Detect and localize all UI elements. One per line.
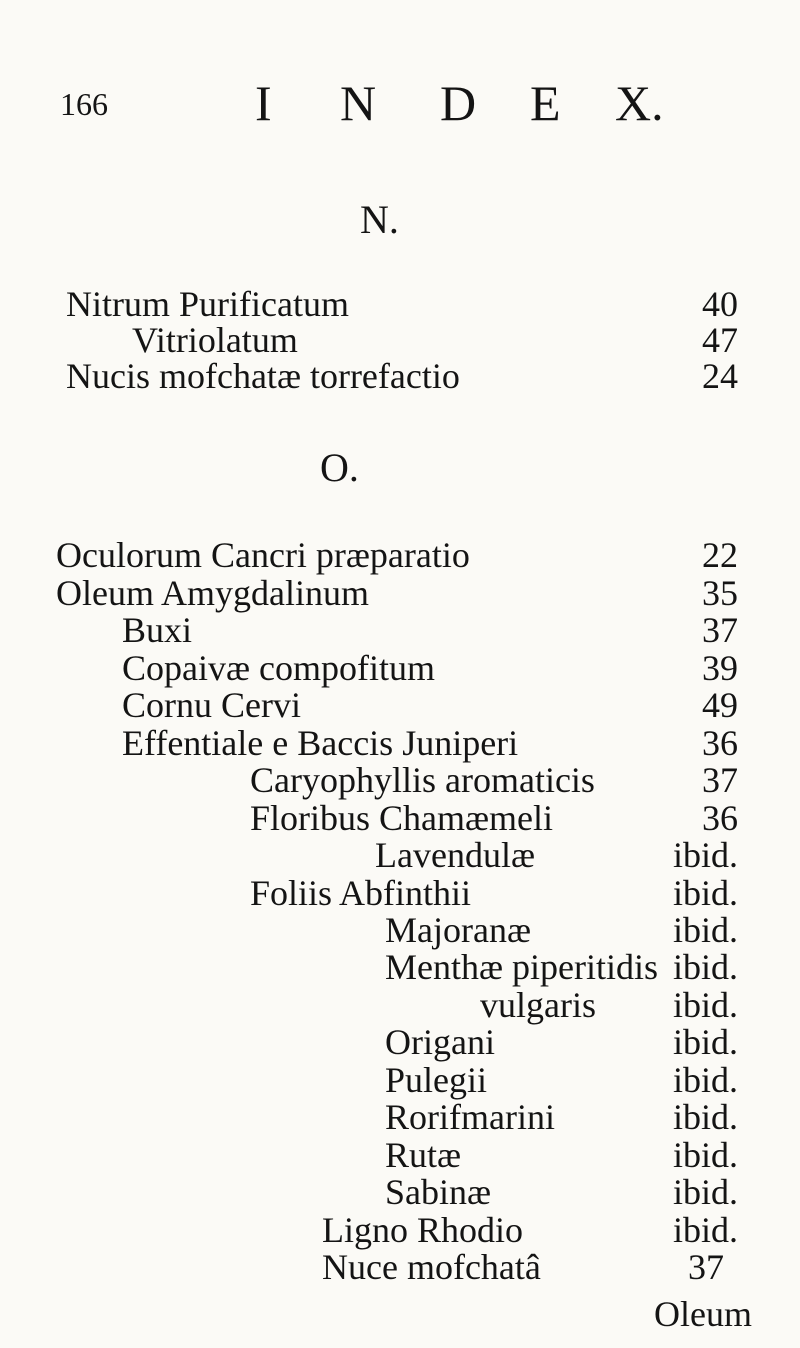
entry-page: ibid.: [672, 1172, 738, 1212]
index-entry: Effentiale e Baccis Juniperi: [122, 723, 519, 763]
index-entry: Oleum Amygdalinum: [56, 573, 369, 613]
index-entry: Sabinæ: [385, 1172, 492, 1212]
index-entry: Nucis mofchatæ torrefactio: [66, 356, 460, 396]
page-number: 166: [60, 86, 108, 122]
entry-page: ibid.: [672, 1097, 738, 1137]
entry-page: 36: [702, 798, 738, 838]
entry-page: 47: [702, 320, 738, 360]
index-entry: Buxi: [122, 610, 193, 650]
index-entry: Vitriolatum: [132, 320, 298, 360]
index-entry: Oculorum Cancri præparatio: [56, 535, 470, 575]
index-entry: Lavendulæ: [375, 835, 535, 875]
index-entry: Nitrum Purificatum: [66, 284, 349, 324]
entry-page: 49: [702, 685, 738, 725]
header-letter-4: E: [530, 75, 561, 131]
entry-page: 39: [702, 648, 738, 688]
index-entry: Floribus Chamæmeli: [250, 798, 554, 838]
index-entry: Copaivæ compofitum: [122, 648, 435, 688]
index-entry: Majoranæ: [385, 910, 531, 950]
entry-page: ibid.: [672, 1060, 738, 1100]
index-entry: Rorifmarini: [385, 1097, 555, 1137]
entry-page: 37: [702, 760, 738, 800]
section-heading-n: N.: [360, 197, 399, 242]
index-entry: Rutæ: [385, 1135, 462, 1175]
index-entry: vulgaris: [480, 985, 596, 1025]
entry-page: ibid.: [672, 1135, 738, 1175]
header-letter-1: I: [255, 75, 272, 131]
entry-page: 37: [688, 1247, 724, 1287]
index-entry: Nuce mofchatâ: [322, 1247, 541, 1287]
header-letter-5: X.: [615, 75, 664, 131]
index-entry: Pulegii: [385, 1060, 488, 1100]
entry-page: ibid.: [672, 1210, 738, 1250]
index-entry: Origani: [385, 1022, 495, 1062]
entry-page: ibid.: [672, 835, 738, 875]
entry-page: ibid.: [672, 910, 738, 950]
entry-page: ibid.: [672, 873, 738, 913]
index-entry: Foliis Abfinthii: [250, 873, 472, 913]
entry-page: ibid.: [672, 947, 738, 987]
entry-page: 40: [702, 284, 738, 324]
catchword: Oleum: [654, 1294, 752, 1334]
entry-page: 36: [702, 723, 738, 763]
index-entry: Cornu Cervi: [122, 685, 301, 725]
entry-page: 24: [702, 356, 738, 396]
entry-page: 35: [702, 573, 738, 613]
entry-page: 22: [702, 535, 738, 575]
section-heading-o: O.: [320, 445, 359, 490]
entry-page: 37: [702, 610, 738, 650]
entry-page: ibid.: [672, 985, 738, 1025]
header-letter-3: D: [440, 75, 477, 131]
index-entry: Menthæ piperitidis: [385, 947, 658, 987]
index-entry: Caryophyllis aromaticis: [250, 760, 595, 800]
header-letter-2: N: [340, 75, 377, 131]
index-entry: Ligno Rhodio: [322, 1210, 524, 1250]
entry-page: ibid.: [672, 1022, 738, 1062]
